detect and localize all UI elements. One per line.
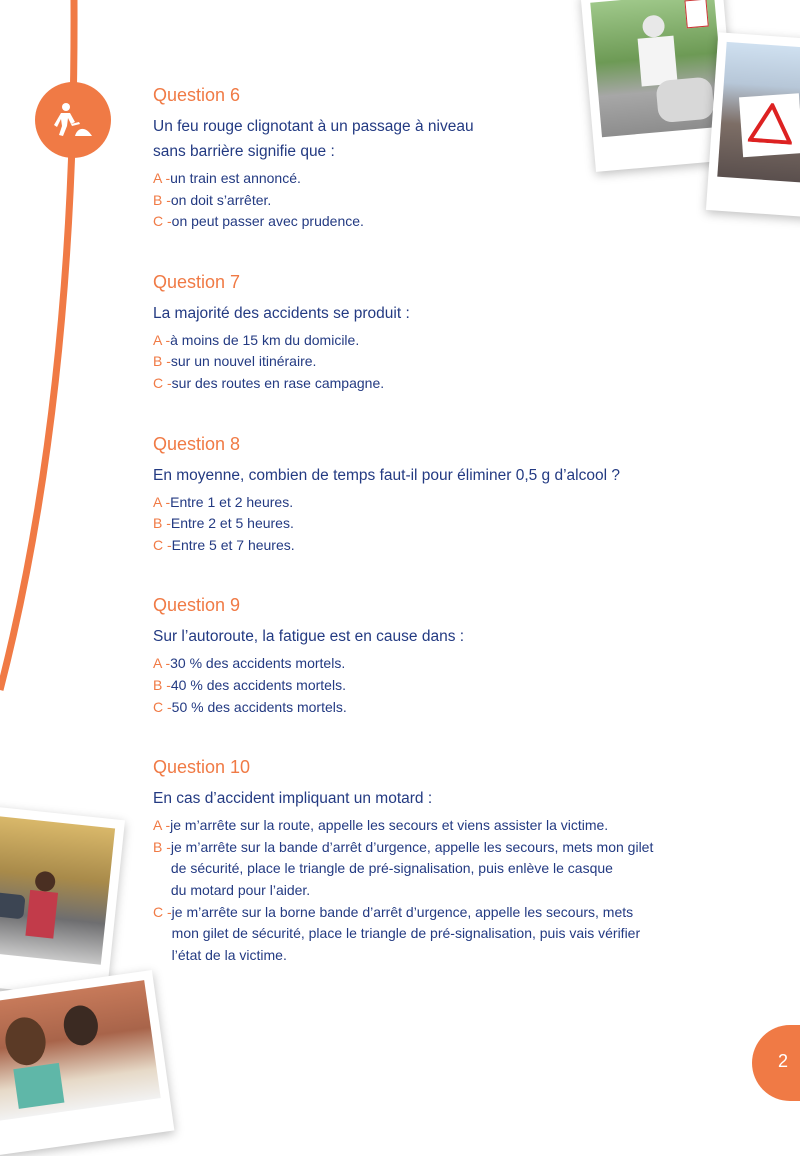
- photo-pedestrian: [0, 805, 125, 1000]
- answer-text: Entre 5 et 7 heures.: [171, 536, 295, 553]
- answer-text: 50 % des accidents mortels.: [171, 698, 347, 715]
- answer-letter: B -: [153, 515, 171, 532]
- question-text: En moyenne, combien de temps faut-il pour éliminer 0,5 g d’alcool ?: [153, 466, 620, 484]
- question-7: [153, 269, 713, 395]
- answer-letter: C -: [153, 698, 172, 715]
- question-title: Question 6: [153, 85, 241, 105]
- answer-text: à moins de 15 km du domicile.: [170, 331, 360, 348]
- answer-b: [153, 351, 713, 373]
- question-text: Un feu rouge clignotant à un passage à niveau sans barrière signifie que :: [153, 118, 474, 160]
- answer-a: [153, 815, 713, 837]
- answer-text: je m’arrête sur la borne bande d’arrêt d’urgence, appelle les secours, mets mon gilet de sécurité, place le triangle de pré-signalisation, puis vais vérifier l’état de la victime.: [171, 903, 641, 963]
- roadworks-icon: [53, 100, 93, 140]
- answer-letter: A -: [153, 817, 171, 834]
- answer-text: je m’arrête sur la bande d’arrêt d’urgence, appelle les secours, mets mon gilet de sécurité, place le triangle de pré-signalisation, puis enlève le casque du motard pour l’aider.: [170, 838, 654, 898]
- answer-c: [153, 535, 713, 557]
- answer-letter: C -: [153, 213, 172, 230]
- answer-c: [153, 373, 713, 395]
- photo-roadworks-sign: [706, 32, 800, 217]
- answer-letter: A -: [153, 170, 171, 186]
- answer-letter: B -: [153, 353, 171, 370]
- question-title: Question 8: [153, 433, 241, 454]
- answer-b: [153, 675, 713, 697]
- question-8: [153, 431, 713, 557]
- answer-text: un train est annoncé.: [170, 170, 301, 186]
- question-title: Question 9: [153, 595, 241, 616]
- answer-c: [153, 211, 713, 233]
- question-text: En cas d’accident impliquant un motard :: [153, 790, 433, 808]
- answer-letter: C -: [153, 374, 172, 391]
- questions-list: [153, 82, 713, 1002]
- answer-text: sur un nouvel itinéraire.: [170, 353, 317, 370]
- answer-text: 30 % des accidents mortels.: [170, 655, 346, 672]
- answer-text: Entre 1 et 2 heures.: [170, 493, 294, 510]
- answer-letter: B -: [153, 838, 171, 855]
- answer-letter: A -: [153, 331, 171, 348]
- answer-letter: B -: [153, 676, 171, 693]
- question-10: [153, 754, 713, 966]
- roadworks-badge: [35, 82, 111, 158]
- question-title: Question 10: [153, 757, 251, 778]
- question-text: La majorité des accidents se produit :: [153, 304, 410, 322]
- question-text: Sur l’autoroute, la fatigue est en cause dans :: [153, 628, 465, 646]
- answer-text: sur des routes en rase campagne.: [171, 374, 385, 391]
- answer-b: [153, 190, 713, 212]
- answer-c: [153, 902, 713, 967]
- answer-letter: C -: [153, 536, 172, 553]
- answer-c: [153, 697, 713, 719]
- answer-text: on doit s’arrêter.: [170, 191, 272, 208]
- answer-text: on peut passer avec prudence.: [171, 213, 364, 230]
- answer-a: [153, 168, 713, 190]
- page-number: 2: [778, 1051, 789, 1071]
- answer-text: je m’arrête sur la route, appelle les secours et viens assister la victime.: [170, 817, 609, 834]
- answer-a: [153, 492, 713, 514]
- answer-a: [153, 653, 713, 675]
- question-9: [153, 592, 713, 718]
- answer-text: 40 % des accidents mortels.: [170, 676, 346, 693]
- question-title: Question 7: [153, 271, 241, 292]
- answer-b: [153, 837, 713, 902]
- answer-a: [153, 330, 713, 352]
- answer-letter: A -: [153, 655, 171, 672]
- answer-text: Entre 2 et 5 heures.: [170, 515, 294, 532]
- answer-letter: C -: [153, 903, 172, 920]
- answer-letter: A -: [153, 493, 171, 510]
- answer-b: [153, 513, 713, 535]
- answer-letter: B -: [153, 191, 171, 208]
- question-6: [153, 82, 713, 233]
- photo-students: [0, 970, 174, 1156]
